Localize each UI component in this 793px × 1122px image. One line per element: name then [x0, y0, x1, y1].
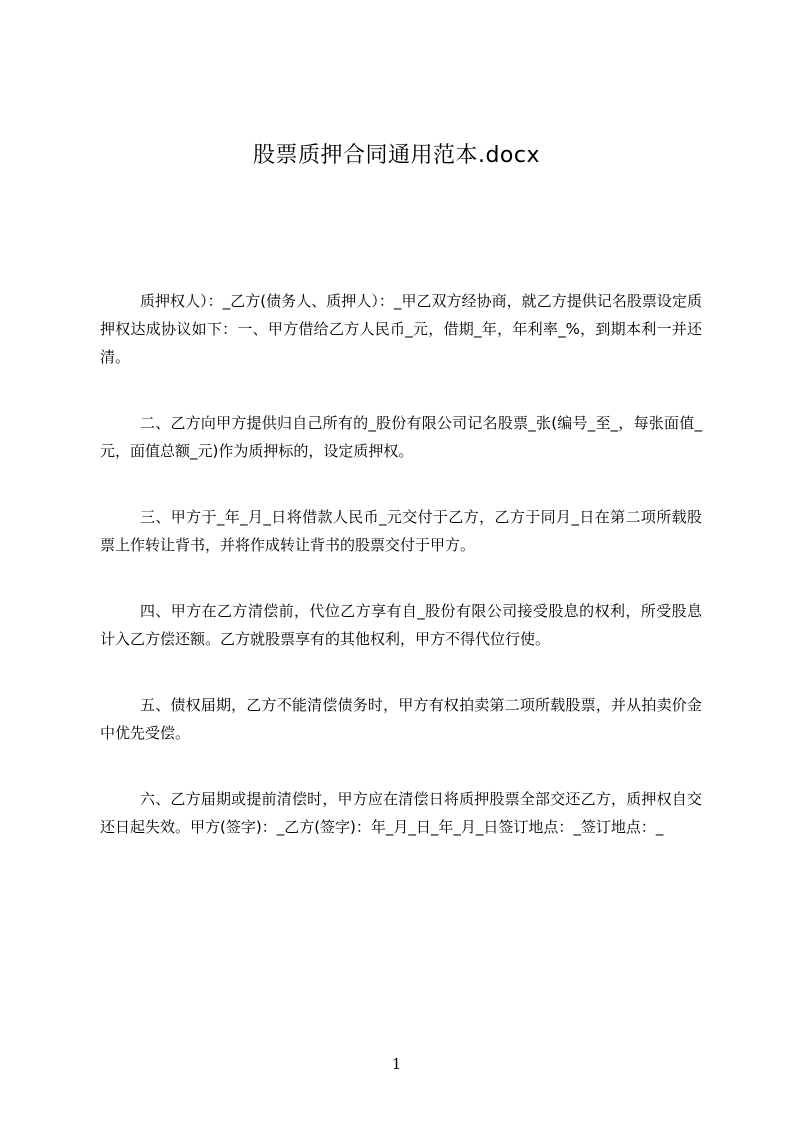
paragraph-1: 质押权人）：_乙方(债务人、质押人）：_甲乙双方经协商，就乙方提供记名股票设定质押权达成协议如下：一、甲方借给乙方人民币_元，借期_年，年利率_%，到期本利一并还清。 [100, 292, 702, 366]
paragraph-6: 六、乙方届期或提前清偿时，甲方应在清偿日将质押股票全部交还乙方，质押权自交还日起失效。甲方(签字)：_乙方(签字)：年_月_日_年_月_日签订地点：_签订地点：_ [100, 790, 702, 836]
paragraph-4: 四、甲方在乙方清偿前，代位乙方享有自_股份有限公司接受股息的权利，所受股息计入乙方偿还额。乙方就股票享有的其他权利，甲方不得代位行使。 [100, 602, 702, 648]
paragraph-5: 五、债权届期，乙方不能清偿债务时，甲方有权拍卖第二项所载股票，并从拍卖价金中优先受偿。 [100, 696, 702, 742]
page-number: 1 [391, 1055, 402, 1073]
paragraph-3: 三、甲方于_年_月_日将借款人民币_元交付于乙方，乙方于同月_日在第二项所载股票上作转让背书，并将作成转让背书的股票交付于甲方。 [100, 508, 702, 554]
document-body [100, 287, 702, 879]
document-title: 股票质押合同通用范本.docx [252, 143, 541, 168]
paragraph-2: 二、乙方向甲方提供归自己所有的_股份有限公司记名股票_张(编号_至_，每张面值_元，面值总额_元)作为质押标的，设定质押权。 [100, 414, 702, 460]
